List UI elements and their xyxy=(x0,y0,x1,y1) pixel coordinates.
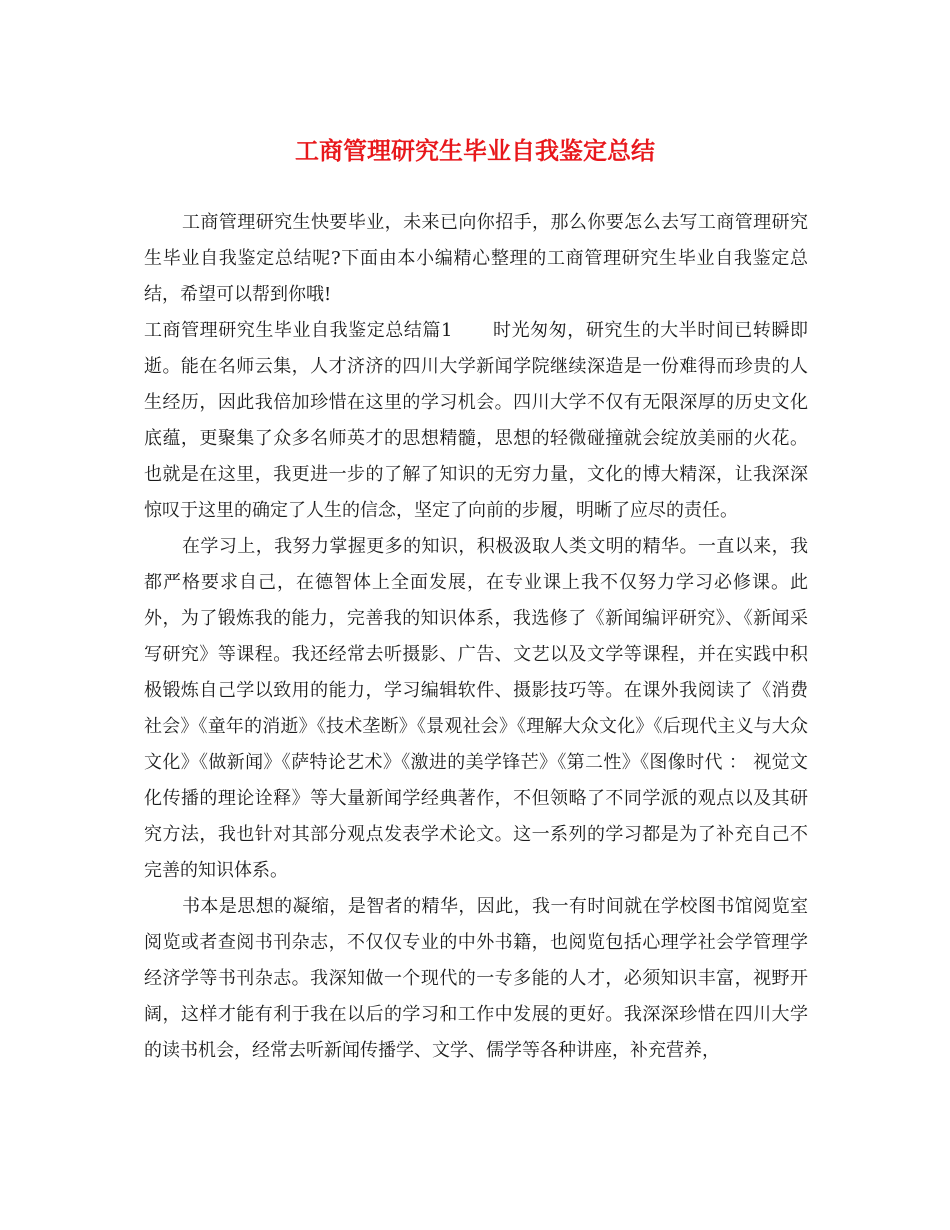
section-heading: 工商管理研究生毕业自我鉴定总结篇1 xyxy=(144,320,453,341)
study-paragraph: 在学习上，我努力掌握更多的知识，积极汲取人类文明的精华。一直以来，我都严格要求自己，在德智体上全面发展，在专业课上我不仅努力学习必修课。此外，为了锻炼我的能力，完善我的知识体系，我选修了《新闻编评研究》、《新闻采写研究》等课程。我还经常去听摄影、广告、文艺以及文学等课程，并在实践中积极锻炼自己学以致用的能力，学习编辑软件、摄影技巧等。在课外我阅读了《消费社会》《童年的消逝》《技术垄断》《景观社会》《理解大众文化》《后现代主义与大众文化》《做新闻》《萨特论艺术》《激进的美学锋芒》《第二性》《图像时代 ： 视觉文化传播的理论诠释》等大量新闻学经典著作，不但领略了不同学派的观点以及其研究方法，我也针对其部分观点发表学术论文。这一系列的学习都是为了补充自己不完善的知识体系。 xyxy=(144,536,808,881)
books-paragraph: 书本是思想的凝缩，是智者的精华，因此，我一有时间就在学校图书馆阅览室阅览或者查阅书刊杂志，不仅仅专业的中外书籍，也阅览包括心理学社会学管理学经济学等书刊杂志。我深知做一个现代的一专多能的人才，必须知识丰富，视野开阔，这样才能有利于我在以后的学习和工作中发展的更好。我深深珍惜在四川大学的读书机会，经常去听新闻传播学、文学、儒学等各种讲座，补充营养， xyxy=(144,896,808,1061)
section-first-paragraph: 时光匆匆，研究生的大半时间已转瞬即逝。能在名师云集，人才济济的四川大学新闻学院继续深造是一份难得而珍贵的人生经历，因此我倍加珍惜在这里的学习机会。四川大学不仅有无限深厚的历史文化底蕴，更聚集了众多名师英才的思想精髓，思想的轻微碰撞就会绽放美丽的火花。也就是在这里，我更进一步的了解了知识的无穷力量，文化的博大精深，让我深深惊叹于这里的确定了人生的信念，坚定了向前的步履，明晰了应尽的责任。 xyxy=(144,320,809,521)
intro-paragraph: 工商管理研究生快要毕业，未来已向你招手，那么你要怎么去写工商管理研究生毕业自我鉴定总结呢?下面由本小编精心整理的工商管理研究生毕业自我鉴定总结，希望可以帮到你哦! xyxy=(144,212,808,305)
document-title: 工商管理研究生毕业自我鉴定总结 xyxy=(295,136,655,165)
section-paragraph xyxy=(144,313,808,529)
document-body xyxy=(144,205,808,1069)
